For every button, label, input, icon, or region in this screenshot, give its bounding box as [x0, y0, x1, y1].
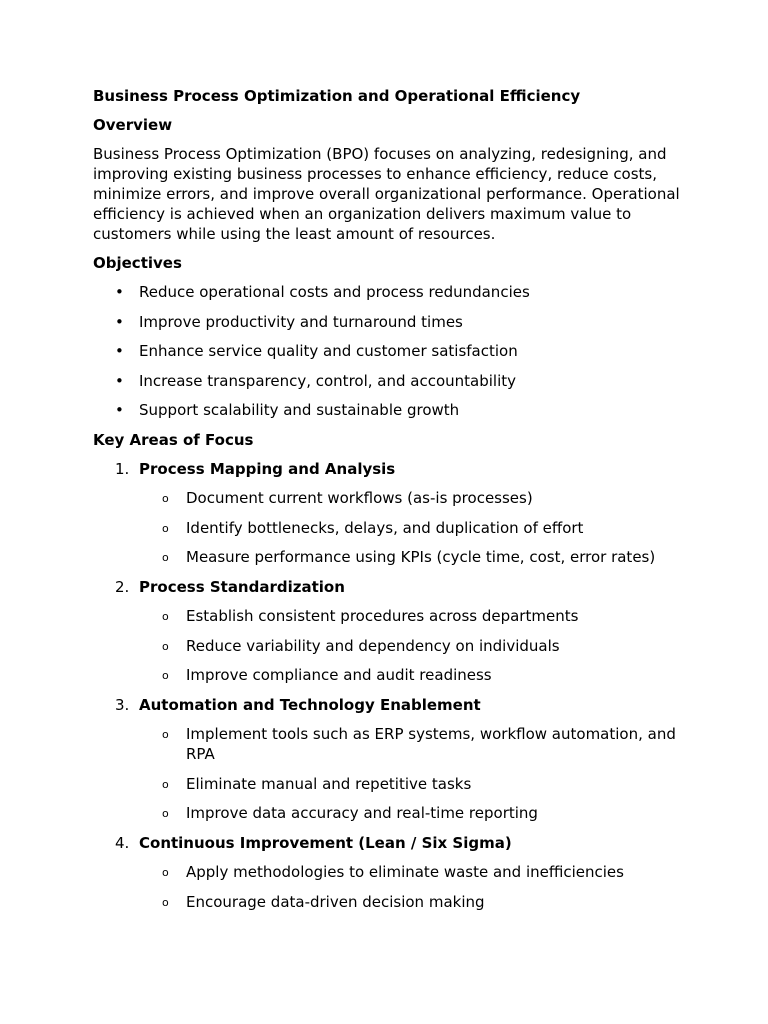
sub-item-text: Apply methodologies to eliminate waste and inefficiencies	[186, 863, 624, 881]
sub-item-text: Document current workflows (as-is processes)	[186, 489, 533, 507]
focus-area-items	[93, 606, 683, 685]
sub-item	[93, 774, 683, 794]
overview-heading: Overview	[93, 116, 173, 134]
objective-item	[93, 312, 683, 332]
focus-area-items	[93, 862, 683, 912]
sub-item-text: Establish consistent procedures across departments	[186, 607, 579, 625]
bullet-icon: •	[115, 342, 124, 360]
sub-item	[93, 862, 683, 882]
sub-item-text: Eliminate manual and repetitive tasks	[186, 774, 472, 793]
circle-bullet-icon: o	[162, 728, 169, 741]
circle-bullet-icon: o	[162, 669, 169, 682]
sub-item-text: Encourage data-driven decision making	[186, 892, 485, 911]
circle-bullet-icon: o	[162, 639, 169, 653]
area-title-text: Continuous Improvement (Lean / Six Sigma)	[139, 833, 512, 852]
area-title-text: Process Mapping and Analysis	[139, 459, 396, 478]
sub-item-text: Reduce variability and dependency on individuals	[186, 636, 560, 655]
objectives-heading: Objectives	[93, 254, 182, 272]
area-title-text: Automation and Technology Enablement	[139, 695, 481, 714]
focus-area-items	[93, 724, 683, 823]
circle-bullet-icon: o	[162, 492, 169, 505]
focus-area-title	[93, 459, 683, 479]
objective-item	[93, 341, 683, 361]
sub-item	[93, 547, 683, 567]
focus-area	[93, 695, 683, 824]
focus-areas-list	[93, 459, 683, 912]
circle-bullet-icon: o	[162, 807, 169, 820]
objective-item	[93, 400, 683, 420]
focus-area-items	[93, 488, 683, 567]
circle-bullet-icon: o	[162, 866, 169, 879]
sub-item	[93, 518, 683, 538]
sub-item	[93, 724, 683, 764]
objective-item	[93, 282, 683, 302]
sub-item	[93, 892, 683, 912]
document-title: Business Process Optimization and Operational Efficiency	[93, 87, 581, 105]
bullet-icon: •	[115, 312, 124, 331]
circle-bullet-icon: o	[162, 551, 169, 564]
circle-bullet-icon: o	[162, 777, 169, 791]
objective-text: Increase transparency, control, and accountability	[139, 371, 517, 390]
sub-item	[93, 636, 683, 656]
area-title-text: Process Standardization	[139, 577, 345, 596]
circle-bullet-icon: o	[162, 610, 169, 623]
focus-area	[93, 833, 683, 912]
focus-area	[93, 577, 683, 686]
focus-area-title	[93, 577, 683, 597]
sub-item-text: Improve data accuracy and real-time reporting	[186, 804, 538, 822]
objectives-list	[93, 282, 683, 420]
circle-bullet-icon: o	[162, 895, 169, 909]
focus-area	[93, 459, 683, 568]
focus-area-title	[93, 833, 683, 853]
area-number: 1.	[115, 459, 130, 478]
objective-text: Reduce operational costs and process redundancies	[139, 283, 530, 301]
objective-text: Improve productivity and turnaround times	[139, 312, 463, 331]
focus-heading: Key Areas of Focus	[93, 430, 254, 449]
bullet-icon: •	[115, 283, 124, 301]
circle-bullet-icon: o	[162, 521, 169, 535]
sub-item	[93, 606, 683, 626]
sub-item	[93, 803, 683, 823]
objective-text: Enhance service quality and customer satisfaction	[139, 342, 518, 360]
sub-item-text: Improve compliance and audit readiness	[186, 666, 492, 684]
sub-item	[93, 488, 683, 508]
area-number: 3.	[115, 695, 130, 714]
focus-area-title	[93, 695, 683, 715]
sub-item-text: Implement tools such as ERP systems, workflow automation, and RPA	[186, 725, 676, 763]
area-number: 4.	[115, 833, 130, 852]
overview-paragraph: Business Process Optimization (BPO) focuses on analyzing, redesigning, and improving existing business processes to enhance efficiency, reduce costs, minimize errors, and improve overall organizational performance. Operational efficiency is achieved when an organization delivers maximum value to customers while using the least amount of resources.	[93, 145, 680, 243]
bullet-icon: •	[115, 371, 124, 390]
document-page	[93, 86, 683, 921]
objective-item	[93, 371, 683, 391]
sub-item	[93, 665, 683, 685]
sub-item-text: Identify bottlenecks, delays, and duplication of effort	[186, 518, 584, 537]
objective-text: Support scalability and sustainable growth	[139, 401, 460, 419]
bullet-icon: •	[115, 401, 124, 419]
area-number: 2.	[115, 577, 130, 596]
sub-item-text: Measure performance using KPIs (cycle time, cost, error rates)	[186, 548, 656, 566]
